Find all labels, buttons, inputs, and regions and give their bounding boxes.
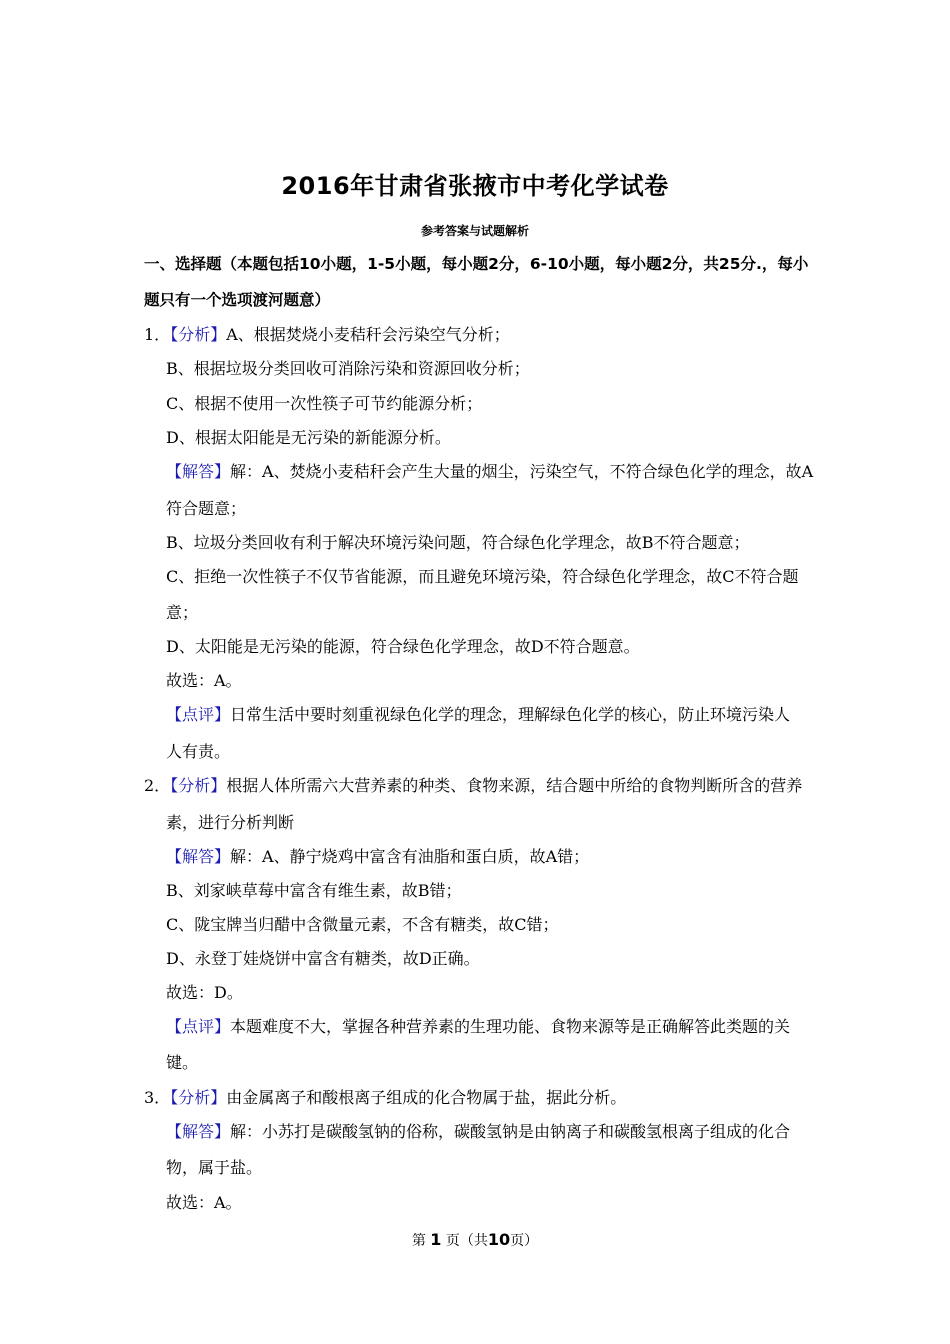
q2-comment-line: [166, 1017, 790, 1037]
document-title: 2016年甘肃省张掖市中考化学试卷: [281, 172, 669, 200]
q1-answer-text: 解：A、焚烧小麦秸秆会产生大量的烟尘，污染空气，不符合绿色化学的理念，故A: [230, 462, 814, 481]
q1-answer-c-cont: 意；: [166, 603, 199, 622]
q3-answer-text: 解：小苏打是碳酸氢钠的俗称，碳酸氢钠是由钠离子和碳酸氢根离子组成的化合: [230, 1122, 791, 1141]
q1-number: 1．: [144, 325, 171, 344]
q1-comment-text: 日常生活中要时刻重视绿色化学的理念，理解绿色化学的核心，防止环境污染人: [230, 705, 791, 724]
q3-number: 3．: [144, 1088, 171, 1107]
q2-number: 2．: [144, 776, 171, 795]
document-subtitle: 参考答案与试题解析: [420, 224, 529, 238]
q2-answer-b: B、刘家峡草莓中富含有维生素，故B错；: [166, 881, 462, 900]
q2-choice: 故选：D。: [166, 983, 243, 1002]
q2-comment-cont: 键。: [166, 1053, 199, 1072]
q2-answer-d: D、永登丁娃烧饼中富含有糖类，故D正确。: [166, 949, 480, 968]
q1-comment-cont: 人有责。: [166, 742, 231, 761]
q3-answer-cont: 物，属于盐。: [166, 1158, 263, 1177]
q2-answer-c: C、陇宝牌当归醋中含微量元素，不含有糖类，故C错；: [166, 915, 559, 934]
q2-answer-line: [166, 847, 589, 867]
section-heading-line-2: 题只有一个选项渡河题意）: [144, 291, 331, 309]
section-heading-line-1: 一、选择题（本题包括10小题，1-5小题，每小题2分，6-10小题，每小题2分，共25分.，每小: [144, 255, 809, 273]
analysis-tag: 【分析】: [170, 325, 227, 344]
footer-prefix: 第: [411, 1233, 426, 1249]
q2-analysis-line: [144, 776, 802, 796]
analysis-tag: 【分析】: [170, 776, 227, 795]
q1-answer-c: C、拒绝一次性筷子不仅节省能源，而且避免环境污染，符合绿色化学理念，故C不符合题: [166, 567, 799, 586]
q1-analysis-d: D、根据太阳能是无污染的新能源分析。: [166, 428, 451, 447]
q2-comment-text: 本题难度不大，掌握各种营养素的生理功能、食物来源等是正确解答此类题的关: [230, 1017, 791, 1036]
q3-choice: 故选：A。: [166, 1193, 242, 1212]
page-footer: [0, 1230, 950, 1250]
footer-middle: 页（共: [445, 1233, 488, 1249]
comment-tag: 【点评】: [166, 1017, 231, 1036]
q1-answer-cont: 符合题意；: [166, 499, 247, 518]
q1-answer-d: D、太阳能是无污染的能源，符合绿色化学理念，故D不符合题意。: [166, 637, 640, 656]
q1-analysis-c: C、根据不使用一次性筷子可节约能源分析；: [166, 394, 483, 413]
footer-total-pages: 10: [487, 1230, 511, 1249]
footer-page-number: 1: [430, 1230, 442, 1249]
q2-analysis-text: 根据人体所需六大营养素的种类、食物来源，结合题中所给的食物判断所含的营养: [226, 776, 803, 795]
answer-tag: 【解答】: [166, 462, 231, 481]
q1-analysis-text: A、根据焚烧小麦秸秆会污染空气分析；: [226, 325, 510, 344]
q3-analysis-text: 由金属离子和酸根离子组成的化合物属于盐，据此分析。: [226, 1088, 627, 1107]
q1-choice: 故选：A。: [166, 671, 242, 690]
footer-suffix: 页）: [510, 1233, 539, 1249]
q3-analysis-line: [144, 1088, 626, 1108]
q1-analysis-line: [144, 325, 510, 345]
q1-answer-b: B、垃圾分类回收有利于解决环境污染问题，符合绿色化学理念，故B不符合题意；: [166, 533, 750, 552]
answer-tag: 【解答】: [166, 847, 231, 866]
q2-analysis-cont: 素，进行分析判断: [166, 813, 295, 832]
comment-tag: 【点评】: [166, 705, 231, 724]
analysis-tag: 【分析】: [170, 1088, 227, 1107]
q3-answer-line: [166, 1122, 790, 1142]
q1-answer-line: [166, 462, 813, 482]
q1-comment-line: [166, 705, 790, 725]
q2-answer-text: 解：A、静宁烧鸡中富含有油脂和蛋白质，故A错；: [230, 847, 590, 866]
answer-tag: 【解答】: [166, 1122, 231, 1141]
q1-analysis-b: B、根据垃圾分类回收可消除污染和资源回收分析；: [166, 359, 530, 378]
